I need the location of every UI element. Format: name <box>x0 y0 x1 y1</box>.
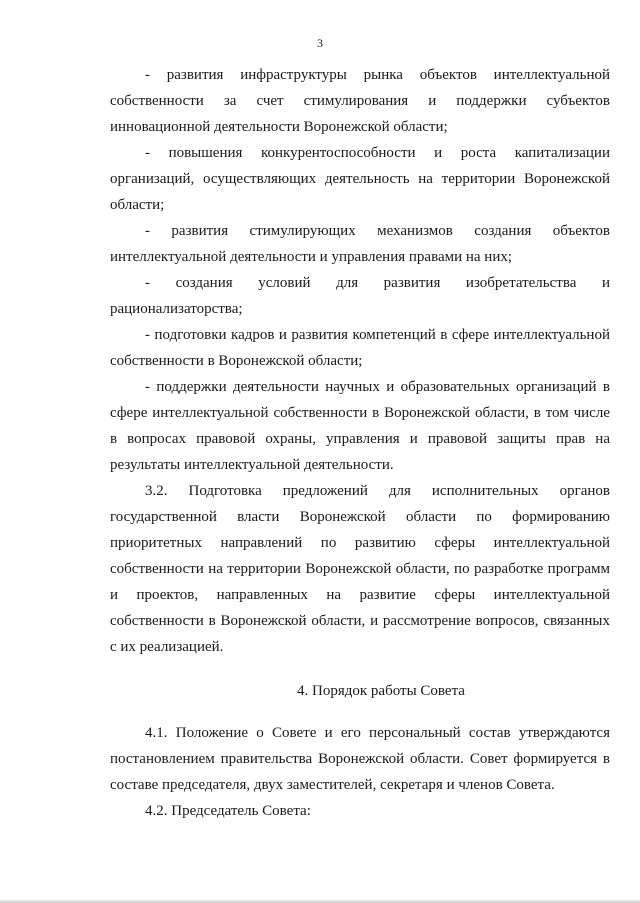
clause-3-2: 3.2. Подготовка предложений для исполнительных органов государственной власти Воронежской области по формированию приоритетных направлений по развитию сферы интеллектуальной собственности на территории Воронежской области, по разработке программ и проектов, направленных на развитие сферы интеллектуальной собственности в Воронежской области, и рассмотрение вопросов, связанных с их реализацией. <box>110 483 610 655</box>
list-item-invention: - создания условий для развития изобретательства и рационализаторства; <box>110 275 610 317</box>
clause-4-2: 4.2. Председатель Совета: <box>145 803 311 819</box>
scan-bottom-edge <box>0 899 640 903</box>
list-item-training: - подготовки кадров и развития компетенций в сфере интеллектуальной собственности в Воронежской области; <box>110 327 610 369</box>
clause-4-1: 4.1. Положение о Совете и его персональный состав утверждаются постановлением правительства Воронежской области. Совет формируется в составе председателя, двух заместителей, секретаря и членов Совета. <box>110 725 610 793</box>
list-item-support: - поддержки деятельности научных и образовательных организаций в сфере интеллектуальной собственности в Воронежской области, в том числе в вопросах правовой охраны, управления и правовой защиты прав на результаты интеллектуальной деятельности. <box>110 379 610 473</box>
section-heading: 4. Порядок работы Совета <box>297 683 465 699</box>
page-number: 3 <box>317 36 323 50</box>
list-item-competitiveness: - повышения конкурентоспособности и роста капитализации организаций, осуществляющих деятельность на территории Воронежской области; <box>110 145 610 213</box>
list-item-mechanisms: - развития стимулирующих механизмов создания объектов интеллектуальной деятельности и управления правами на них; <box>110 223 610 265</box>
list-item-infrastructure: - развития инфраструктуры рынка объектов интеллектуальной собственности за счет стимулирования и поддержки субъектов инновационной деятельности Воронежской области; <box>110 67 610 135</box>
document-body <box>110 62 610 824</box>
